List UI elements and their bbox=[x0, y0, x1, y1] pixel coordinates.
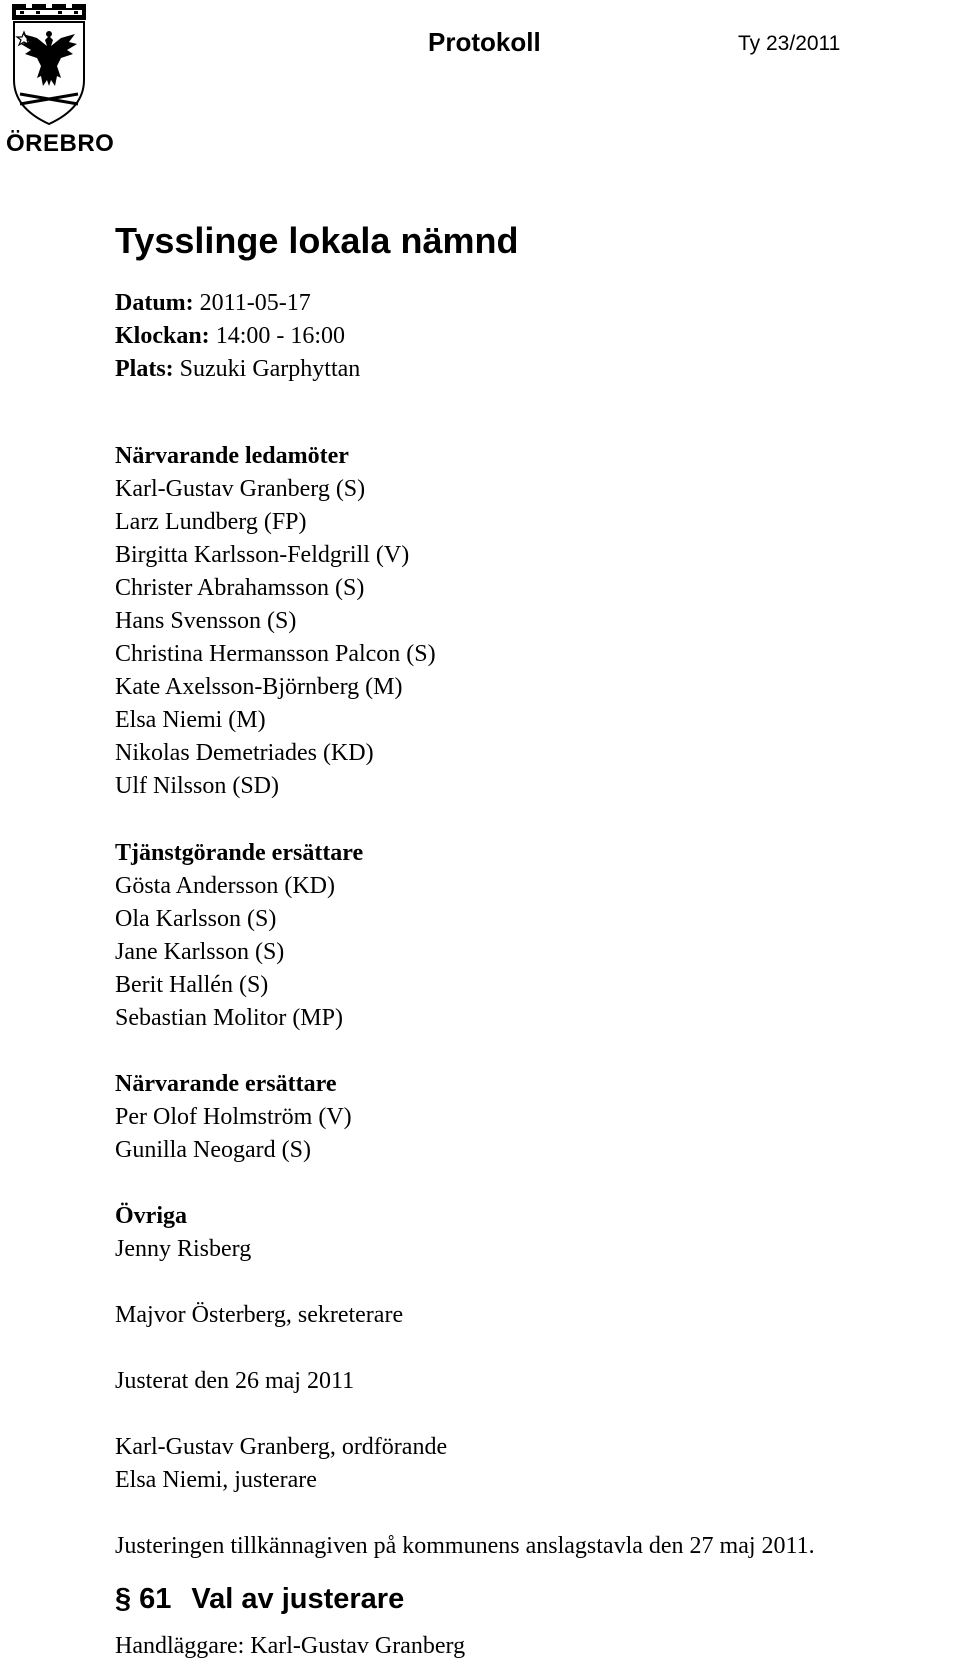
list-item: Christer Abrahamsson (S) bbox=[115, 575, 365, 601]
date-label: Datum: bbox=[115, 290, 194, 316]
list-item: Jane Karlsson (S) bbox=[115, 939, 285, 965]
secretary: Majvor Österberg, sekreterare bbox=[115, 1302, 404, 1328]
meeting-place bbox=[115, 353, 360, 386]
signatory: Elsa Niemi, justerare bbox=[115, 1467, 317, 1493]
section-heading: Övriga bbox=[115, 1203, 187, 1229]
list-item: Karl-Gustav Granberg (S) bbox=[115, 476, 366, 502]
section-heading: Närvarande ersättare bbox=[115, 1071, 337, 1097]
announcement: Justeringen tillkännagiven på kommunens anslagstavla den 27 maj 2011. bbox=[115, 1533, 815, 1559]
section-number: 61 bbox=[139, 1583, 172, 1615]
list-item: Christina Hermansson Palcon (S) bbox=[115, 641, 436, 667]
list-item: Berit Hallén (S) bbox=[115, 972, 269, 998]
place-value: Suzuki Garphyttan bbox=[179, 356, 361, 382]
list-item: Gösta Andersson (KD) bbox=[115, 873, 335, 899]
meeting-info bbox=[115, 287, 360, 386]
list-item: Larz Lundberg (FP) bbox=[115, 509, 307, 535]
date-value: 2011-05-17 bbox=[199, 290, 311, 316]
handler: Handläggare: Karl-Gustav Granberg bbox=[115, 1633, 466, 1659]
place-label: Plats: bbox=[115, 356, 174, 382]
list-item: Ola Karlsson (S) bbox=[115, 906, 277, 932]
time-label: Klockan: bbox=[115, 323, 210, 349]
list-item: Hans Svensson (S) bbox=[115, 608, 297, 634]
others-list bbox=[115, 1200, 251, 1266]
section-title: Val av justerare bbox=[191, 1583, 405, 1615]
document-type: Protokoll bbox=[428, 27, 541, 57]
paragraph-symbol: § bbox=[115, 1583, 132, 1615]
present-substitutes-list bbox=[115, 1068, 352, 1167]
list-item: Ulf Nilsson (SD) bbox=[115, 773, 280, 799]
list-item: Kate Axelsson-Björnberg (M) bbox=[115, 674, 403, 700]
page-title: Tysslinge lokala nämnd bbox=[115, 220, 519, 261]
present-members-list bbox=[115, 440, 436, 803]
section-heading: Tjänstgörande ersättare bbox=[115, 840, 364, 866]
orebro-logo bbox=[6, 2, 115, 157]
serving-substitutes-list bbox=[115, 837, 363, 1035]
meeting-date bbox=[115, 287, 360, 320]
logo-text: ÖREBRO bbox=[6, 130, 115, 157]
list-item: Per Olof Holmström (V) bbox=[115, 1104, 352, 1130]
list-item: Gunilla Neogard (S) bbox=[115, 1137, 311, 1163]
adjusted-date: Justerat den 26 maj 2011 bbox=[115, 1368, 355, 1394]
signatory: Karl-Gustav Granberg, ordförande bbox=[115, 1434, 448, 1460]
coat-of-arms-icon bbox=[6, 2, 92, 126]
list-item: Nikolas Demetriades (KD) bbox=[115, 740, 374, 766]
list-item: Sebastian Molitor (MP) bbox=[115, 1005, 343, 1031]
meeting-time bbox=[115, 320, 360, 353]
section-heading-61 bbox=[115, 1583, 404, 1616]
list-item: Birgitta Karlsson-Feldgrill (V) bbox=[115, 542, 410, 568]
time-value: 14:00 - 16:00 bbox=[215, 323, 346, 349]
signatories bbox=[115, 1431, 447, 1497]
section-heading: Närvarande ledamöter bbox=[115, 443, 349, 469]
list-item: Jenny Risberg bbox=[115, 1236, 252, 1262]
document-number: Ty 23/2011 bbox=[738, 32, 841, 55]
list-item: Elsa Niemi (M) bbox=[115, 707, 266, 733]
